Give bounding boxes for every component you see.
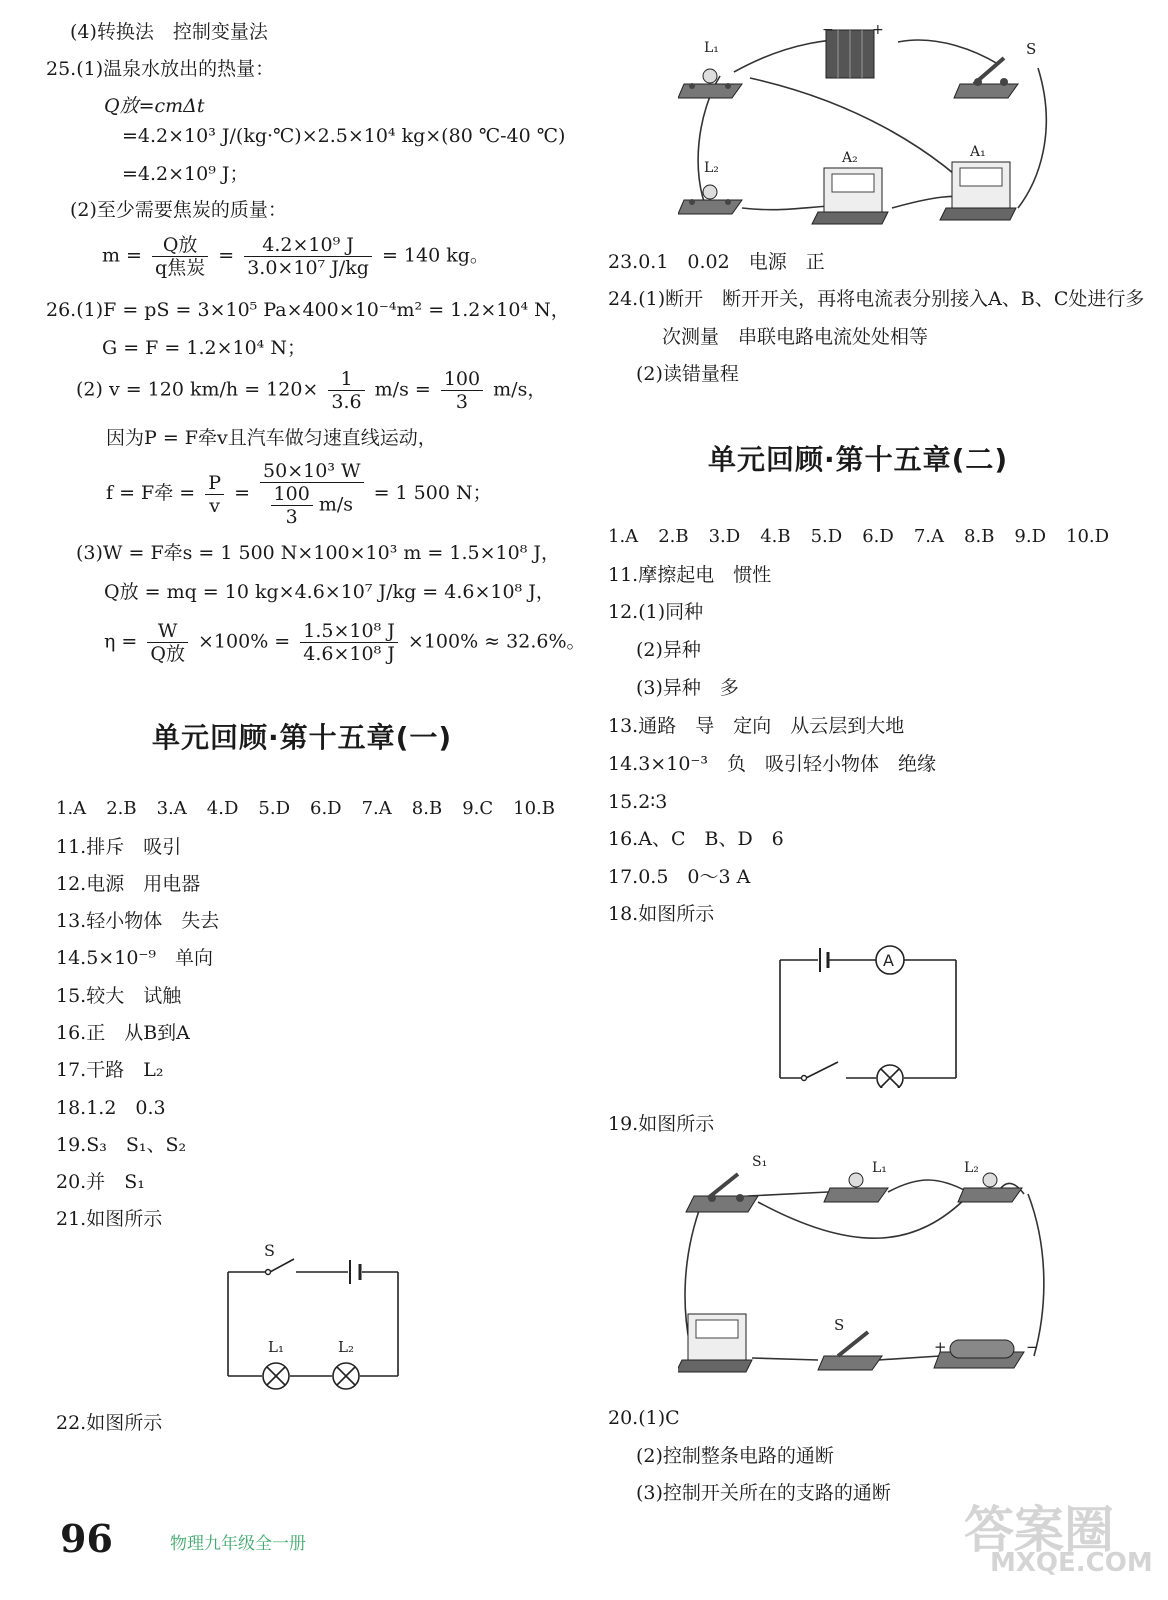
ammeter-a2 <box>812 168 888 224</box>
mc-answer: 9.D <box>1014 526 1047 547</box>
answer-line: (3)W = F牵s = 1 500 N×100×10³ m = 1.5×10⁸ J， <box>76 542 560 564</box>
fraction <box>300 620 398 665</box>
answer-line: 17.干路 L₂ <box>56 1059 164 1081</box>
formula-line <box>106 460 492 528</box>
watermark-logo: 答案圈 <box>964 1501 1114 1559</box>
answer-line: 19.如图所示 <box>608 1113 715 1135</box>
lamp-label: L₁ <box>268 1338 284 1356</box>
answer-line: 16.正 从B到A <box>56 1022 190 1044</box>
label: − <box>1026 1338 1039 1356</box>
numerator: P <box>205 472 224 495</box>
formula-line: Q放 = mq = 10 kg×4.6×10⁷ J/kg = 4.6×10⁸ J， <box>104 581 555 603</box>
numerator: 4.2×10⁹ J <box>244 234 372 257</box>
battery <box>934 1340 1024 1368</box>
answer-line: 15.2∶3 <box>608 791 668 813</box>
answer-line: 18.1.2 0.3 <box>56 1097 166 1119</box>
answer-line: 21.如图所示 <box>56 1208 163 1230</box>
answer-line: 18.如图所示 <box>608 903 715 925</box>
fraction <box>205 472 224 517</box>
numerator: 100 <box>441 368 483 391</box>
answer-line: 23.0.1 0.02 电源 正 <box>608 251 825 273</box>
denominator: v <box>209 494 220 517</box>
denominator <box>260 483 363 528</box>
mc-answers <box>608 526 1129 547</box>
answer-line: 22.如图所示 <box>56 1412 163 1434</box>
circuit-diagram-22 <box>678 12 1138 238</box>
label: A₂ <box>842 150 858 166</box>
label: + <box>872 22 884 38</box>
answer-line: 13.轻小物体 失去 <box>56 910 220 932</box>
watermark-url: MXQE.COM <box>990 1548 1153 1578</box>
formula-line <box>76 368 546 413</box>
numerator: 1.5×10⁸ J <box>300 620 398 643</box>
lamp-board-l1 <box>678 69 742 98</box>
label: L₁ <box>704 40 719 56</box>
formula-line: =4.2×10⁹ J； <box>122 163 249 185</box>
mc-answer: 2.B <box>106 798 137 819</box>
answer-line: 13.通路 导 定向 从云层到大地 <box>608 715 905 737</box>
answer-line: 因为P = F牵v且汽车做匀速直线运动， <box>106 427 437 449</box>
formula-lhs: m = <box>102 244 142 267</box>
mc-answer: 8.B <box>964 526 995 547</box>
mc-answer: 4.B <box>760 526 791 547</box>
label: L₂ <box>964 1160 979 1176</box>
page-number: 96 <box>60 1516 113 1561</box>
answer-line: 14.3×10⁻³ 负 吸引轻小物体 绝缘 <box>608 753 937 775</box>
answer-line: (2)至少需要焦炭的质量： <box>70 199 287 221</box>
mc-answer: 8.B <box>411 798 443 819</box>
label: L₁ <box>872 1160 887 1176</box>
numerator: W <box>147 620 188 643</box>
formula-end: m/s， <box>493 378 547 401</box>
mc-answer: 7.A <box>361 798 392 819</box>
circuit-diagram-21 <box>220 1240 410 1400</box>
fraction <box>147 620 188 665</box>
answer-line: 17.0.5 0～3 A <box>608 866 751 888</box>
denominator: 3 <box>455 391 469 413</box>
formula-lhs: η = <box>104 630 138 653</box>
answer-line: (2)控制整条电路的通断 <box>636 1445 834 1467</box>
mc-answer: 7.A <box>913 526 945 547</box>
answer-line: 19.S₃ S₁、S₂ <box>56 1134 187 1156</box>
answer-line: 15.较大 试触 <box>56 985 182 1007</box>
fraction <box>152 234 208 279</box>
mc-answer: 3.A <box>156 798 187 819</box>
formula-mid: ×100% = <box>198 630 291 653</box>
mc-answer: 5.D <box>810 526 843 547</box>
denominator: 3.0×10⁷ J/kg <box>247 257 369 279</box>
switch-s1 <box>686 1174 758 1212</box>
mc-answer: 5.D <box>258 798 290 819</box>
mc-answer: 10.D <box>1066 526 1110 547</box>
ammeter-label: A <box>883 951 894 970</box>
label: S <box>1026 40 1037 58</box>
formula-line: =4.2×10³ J/(kg·℃)×2.5×10⁴ kg×(80 ℃-40 ℃) <box>122 125 566 147</box>
answer-line: 25.(1)温泉水放出的热量： <box>46 58 275 80</box>
formula-result: = 140 kg。 <box>381 244 489 267</box>
answer-line: 次测量 串联电路电流处处相等 <box>662 326 929 348</box>
mc-answer: 1.A <box>56 798 87 819</box>
formula-result: ×100% ≈ 32.6%。 <box>407 630 586 653</box>
equals: = <box>234 482 250 504</box>
label: S <box>834 1316 845 1334</box>
mc-answer: 6.D <box>310 798 342 819</box>
denominator: 3 <box>285 506 298 528</box>
lamp-board-l2 <box>678 185 742 214</box>
denominator: 4.6×10⁸ J <box>303 643 395 665</box>
answer-line: (3)控制开关所在的支路的通断 <box>636 1482 891 1504</box>
numerator: 1 <box>328 368 364 391</box>
mc-answer: 6.D <box>862 526 894 547</box>
answer-line: 14.5×10⁻⁹ 单向 <box>56 947 214 969</box>
ammeter <box>678 1314 752 1372</box>
fraction <box>328 368 364 413</box>
answer-line: 11.摩擦起电 惯性 <box>608 564 772 586</box>
label: − <box>822 22 834 38</box>
numerator: Q放 <box>152 234 208 257</box>
answer-line: 12.电源 用电器 <box>56 873 201 895</box>
switch-s <box>818 1332 882 1370</box>
fraction <box>244 234 372 279</box>
fraction <box>260 460 363 528</box>
mc-answer: 1.A <box>608 526 639 547</box>
formula-lhs: f = F牵 = <box>106 482 196 504</box>
mc-answer: 2.B <box>658 526 689 547</box>
answer-line: 11.排斥 吸引 <box>56 836 182 858</box>
lamp-label: L₂ <box>338 1338 354 1356</box>
answer-line: 12.(1)同种 <box>608 601 704 623</box>
mc-answer: 3.D <box>708 526 741 547</box>
circuit-diagram-18 <box>772 934 962 1088</box>
section-heading: 单元回顾·第十五章(二) <box>708 443 1009 476</box>
book-title: 物理九年级全一册 <box>170 1534 306 1554</box>
mc-answer: 10.B <box>513 798 556 819</box>
lamp-board-l2 <box>958 1173 1022 1202</box>
answer-line: (2)异种 <box>636 639 701 661</box>
label: S₁ <box>752 1154 768 1170</box>
denominator: 3.6 <box>331 391 362 413</box>
fraction <box>441 368 483 413</box>
switch-label: S <box>264 1241 275 1260</box>
answer-line: (4)转换法 控制变量法 <box>70 21 268 43</box>
formula-lhs: (2) v = 120 km/h = 120× <box>76 378 319 401</box>
lamp-board-l1 <box>824 1173 888 1202</box>
mc-answer: 9.C <box>462 798 494 819</box>
answer-line: (3)异种 多 <box>636 677 739 699</box>
numerator: 50×10³ W <box>260 460 363 483</box>
formula-line <box>104 620 586 665</box>
formula-line: Q放=cmΔt <box>104 95 205 117</box>
formula-line: G = F = 1.2×10⁴ N； <box>102 337 306 359</box>
label: L₂ <box>704 160 719 176</box>
numerator: 100 <box>271 483 313 506</box>
answer-line: 24.(1)断开 断开开关，再将电流表分别接入A、B、C处进行多 <box>608 288 1145 310</box>
formula-mid: m/s = <box>374 378 431 401</box>
answer-line: 20.(1)C <box>608 1407 680 1429</box>
denominator: Q放 <box>150 643 185 665</box>
formula-result: = 1 500 N； <box>373 482 492 504</box>
mc-answer: 4.D <box>206 798 239 819</box>
label: A₁ <box>970 144 986 160</box>
switch-s <box>954 58 1018 98</box>
mc-answers <box>56 798 575 819</box>
answer-line: 26.(1)F = pS = 3×10⁵ Pa×400×10⁻⁴m² = 1.2×10⁴ N， <box>46 299 570 321</box>
circuit-diagram-19 <box>678 1146 1148 1386</box>
unit: m/s <box>318 493 354 516</box>
answer-line: 16.A、C B、D 6 <box>608 828 784 850</box>
formula-line: m = $\frac{\text{Q放}}{\text{q焦炭}}$ = $\frac{\text{4.2×10⁹ J}}{\text{3.0×10⁷ J/kg}}$ = 140 kg。 <box>102 234 489 279</box>
denominator: q焦炭 <box>155 257 206 279</box>
fraction <box>271 483 313 528</box>
section-heading: 单元回顾·第十五章(一) <box>152 721 453 754</box>
answer-line: 20.并 S₁ <box>56 1171 145 1193</box>
label: + <box>934 1338 947 1356</box>
answer-line: (2)读错量程 <box>636 363 739 385</box>
